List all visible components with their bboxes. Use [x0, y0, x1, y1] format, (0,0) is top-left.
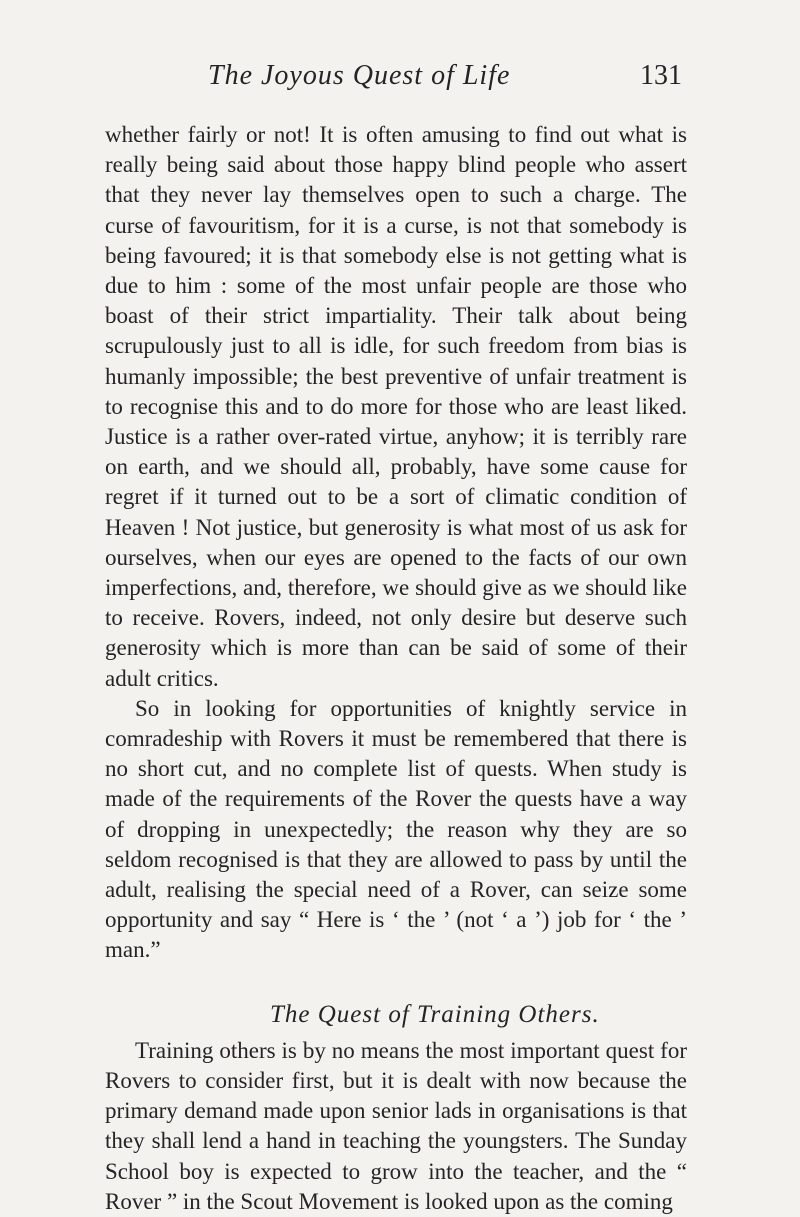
page-number: 131 — [640, 60, 682, 91]
paragraph-knightly-service: So in looking for opportunities of knightly service in comradeship with Rovers it must be remembered that there is no short cut, and no complete list of quests. When study is made of the requirements of the Rover the quests have a way of dropping in unexpectedly; the reason why they are so seldom recognised is that they are allowed to pass by until the adult, realising the special need of a Rover, can seize some opportunity and say “ Here is ‘ the ’ (not ‘ a ’) job for ‘ the ’ man.” — [105, 695, 687, 963]
section-heading: The Quest of Training Others. — [270, 1000, 600, 1028]
running-head — [190, 60, 682, 100]
paragraph-favouritism: whether fairly or not! It is often amusing to find out what is really being said about those happy blind people who assert that they never lay themselves open to such a charge. The curse of favouritism, for it is a curse, is not that somebody is being favoured; it is that somebody else is not getting what is due to him : some of the most unfair people are those who boast of their strict impartiality. Their talk about being scrupulously just to all is idle, for such freedom from bias is humanly impossible; the best preventive of unfair treatment is to recognise this and to do more for those who are least liked. Justice is a rather over-rated virtue, anyhow; it is terribly rare on earth, and we should all, probably, have some cause for regret if it turned out to be a sort of climatic condition of Heaven ! Not justice, but generosity is what most of us ask for ourselves, when our eyes are opened to the facts of our own imperfections, and, therefore, we should give as we should like to receive. Rovers, indeed, not only desire but deserve such generosity which is more than can be said of some of their adult critics. — [105, 122, 687, 691]
body-text — [105, 120, 687, 1217]
paragraph-training-others: Training others is by no means the most important quest for Rovers to consider first, but it is dealt with now because the primary demand made upon senior lads in organisations is that they shall lend a hand in teaching the youngsters. The Sunday School boy is expected to grow into the teacher, and the “ Rover ” in the Scout Movement is looked upon as the coming — [105, 1037, 687, 1214]
running-title: The Joyous Quest of Life — [208, 60, 511, 91]
